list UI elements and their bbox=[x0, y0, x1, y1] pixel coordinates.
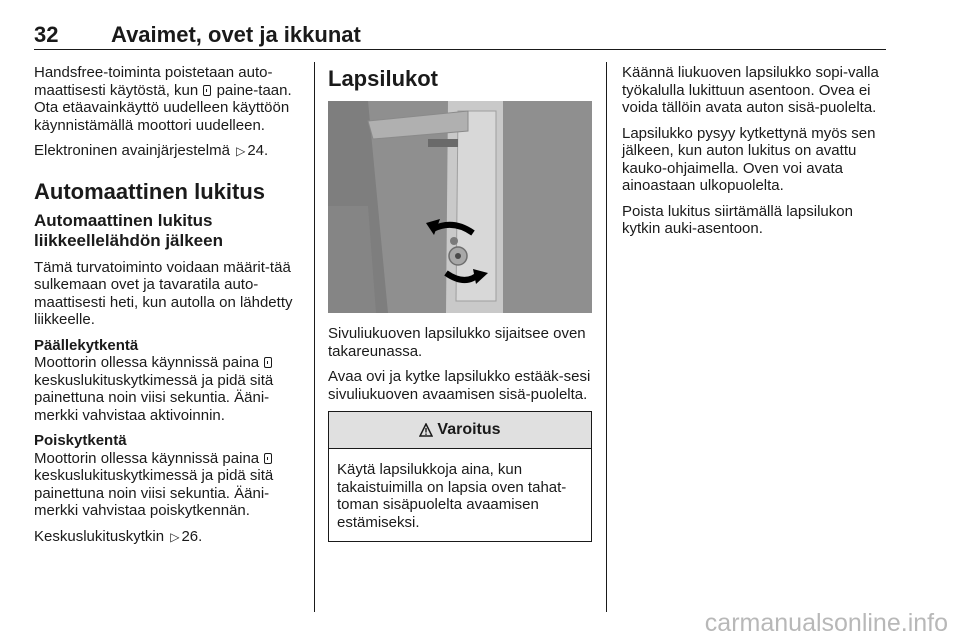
column-1 bbox=[34, 64, 306, 554]
lock-icon bbox=[203, 85, 211, 96]
paragraph-child-lock-activate: Avaa ovi ja kytke lapsilukko estääk-sesi sivuliukuoven avaamisen sisä-puolelta. bbox=[328, 368, 591, 403]
paragraph-key-system: Elektroninen avainjärjestelmä ▷ 24. bbox=[34, 142, 269, 159]
paragraph-central-lock-ref: Keskuslukituskytkin ▷ 26. bbox=[34, 527, 203, 545]
lock-icon bbox=[264, 453, 272, 464]
paragraph-activation: Moottorin ollessa käynnissä paina keskuslukituskytkimessä ja pidä sitä painettuna noin viisi sekuntia. Ääni-merkki vahvistaa aktivoinnin. bbox=[34, 354, 274, 424]
paragraph-deactivation: Moottorin ollessa käynnissä paina keskuslukituskytkimessä ja pidä sitä painettuna noin viisi sekuntia. Ääni-merkki vahvistaa poiskytkennän. bbox=[34, 449, 274, 519]
page-header bbox=[34, 22, 886, 52]
watermark: carmanualsonline.info bbox=[704, 609, 948, 637]
paragraph-unlock: Poista lukitus siirtämällä lapsilukon kytkin auki-asentoon. bbox=[622, 202, 853, 237]
heading-activation: Päällekytkentä bbox=[34, 336, 139, 354]
child-lock-illustration bbox=[328, 101, 592, 313]
column-3 bbox=[622, 64, 892, 246]
figure-caption: Sivuliukuoven lapsilukko sijaitsee oven takareunassa. bbox=[328, 325, 586, 360]
column-divider-right bbox=[606, 62, 607, 612]
paragraph-feature-description: Tämä turvatoiminto voidaan määrit-tää sulkemaan ovet ja tavaratila auto-maattisesti heti, kun autolla on lähdetty liikkeelle. bbox=[34, 258, 293, 328]
warning-title: Varoitus bbox=[437, 421, 501, 439]
triangle-right-icon: ▷ bbox=[170, 529, 180, 544]
header-rule bbox=[34, 49, 886, 50]
door-lock-drawing bbox=[328, 101, 592, 313]
paragraph-turn-lock: Käännä liukuoven lapsilukko sopi-valla työkalulla lukittuun asentoon. Ovea ei voida tällöin avata auton sisä-puolelta. bbox=[622, 64, 879, 116]
page-reference-link[interactable]: 26. bbox=[181, 527, 203, 545]
page-number: 32 bbox=[34, 22, 59, 47]
paragraph-handsfree: Handsfree-toiminta poistetaan auto-maattisesti käytöstä, kun paine-taan. Ota etäavainkäyttö uudelleen käyttöön käynnistämällä moottori uudelleen. bbox=[34, 64, 292, 134]
column-divider-left bbox=[314, 62, 315, 612]
section-heading-child-locks: Lapsilukot bbox=[328, 66, 439, 91]
paragraph-lock-remains: Lapsilukko pysyy kytkettynä myös sen jälkeen, kun auton lukitus on avattu kauko-ohjaimella. Oven voi avata ainoastaan ulkopuolelta. bbox=[622, 124, 876, 194]
warning-text: Käytä lapsilukkoja aina, kun takaistuimilla on lapsia oven tahat-toman sisäpuolelta avaamisen estämiseksi. bbox=[337, 461, 567, 531]
warning-triangle-icon bbox=[419, 423, 433, 437]
section-heading-auto-lock: Automaattinen lukitus bbox=[34, 178, 266, 204]
warning-box bbox=[328, 411, 592, 542]
chapter-title: Avaimet, ovet ja ikkunat bbox=[111, 22, 361, 47]
warning-header bbox=[329, 412, 591, 449]
column-2 bbox=[328, 64, 594, 542]
page-reference-link[interactable]: 24. bbox=[247, 142, 269, 159]
subsection-heading: Automaattinen lukitus liikkeellelähdön jälkeen bbox=[34, 210, 223, 250]
triangle-right-icon: ▷ bbox=[236, 144, 246, 158]
lock-icon bbox=[264, 357, 272, 368]
heading-deactivation: Poiskytkentä bbox=[34, 432, 127, 449]
